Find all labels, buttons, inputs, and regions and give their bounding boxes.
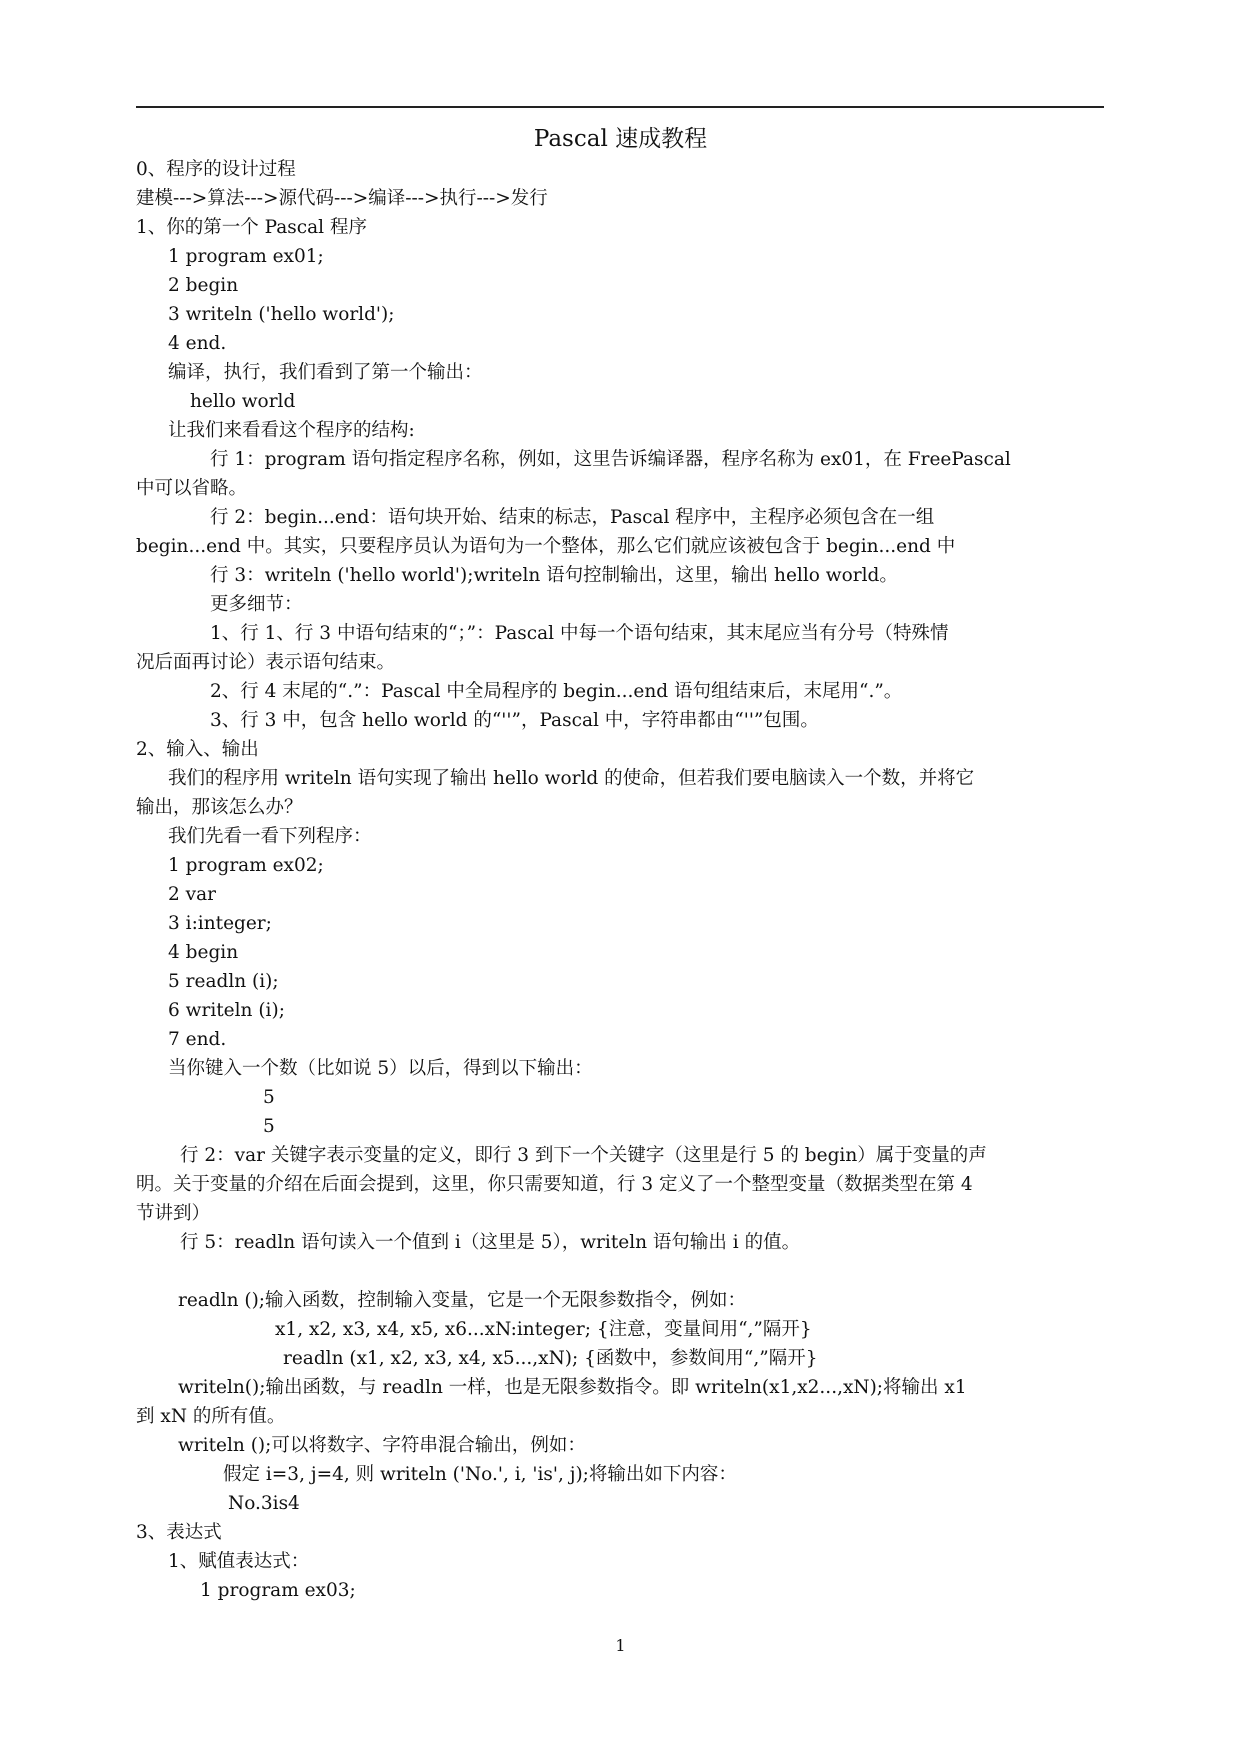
text-line: 行 2：var 关键字表示变量的定义，即行 3 到下一个关键字（这里是行 5 的 begin）属于变量的声 [180, 1145, 987, 1166]
code-line: x1, x2, x3, x4, x5, x6...xN:integer; {注意，变量间用“,”隔开} [275, 1319, 812, 1340]
text-line: 输出，那该怎么办？ [136, 797, 303, 818]
text-line: 到 xN 的所有值。 [136, 1406, 286, 1427]
text-line: 编译，执行，我们看到了第一个输出： [168, 362, 483, 383]
code-line: 6 writeln (i); [168, 1000, 285, 1021]
code-line: 假定 i=3, j=4, 则 writeln ('No.', i, 'is', j);将输出如下内容： [223, 1464, 737, 1485]
code-line: 4 begin [168, 942, 239, 963]
code-line: 5 readln (i); [168, 971, 279, 992]
code-line: 3 i:integer; [168, 913, 272, 934]
code-line: readln (x1, x2, x3, x4, x5...,xN); {函数中，参数间用“,”隔开} [283, 1348, 818, 1369]
code-line: 2 begin [168, 275, 239, 296]
section-heading: 0、程序的设计过程 [136, 159, 296, 180]
text-line: 让我们来看看这个程序的结构: [168, 420, 415, 441]
text-line: 中可以省略。 [136, 478, 248, 499]
section-heading: 2、输入、输出 [136, 739, 259, 760]
text-line: 当你键入一个数（比如说 5）以后，得到以下输出： [168, 1058, 593, 1079]
text-line: readln ();输入函数，控制输入变量，它是一个无限参数指令，例如： [178, 1290, 747, 1311]
text-line: 行 1：program 语句指定程序名称，例如，这里告诉编译器，程序名称为 ex01，在 FreePascal [210, 449, 1011, 470]
text-line: 行 5：readln 语句读入一个值到 i（这里是 5），writeln 语句输出 i 的值。 [180, 1232, 801, 1253]
section-heading: 3、表达式 [136, 1522, 222, 1543]
page-number: 1 [615, 1636, 626, 1655]
text-line: 行 2：begin...end：语句块开始、结束的标志，Pascal 程序中，主程序必须包含在一组 [210, 507, 935, 528]
code-line: 4 end. [168, 333, 227, 354]
text-line: 我们先看一看下列程序： [168, 826, 372, 847]
page-title: Pascal 速成教程 [533, 126, 708, 152]
code-line: 2 var [168, 884, 216, 905]
code-output: 5 [263, 1116, 275, 1137]
header-rule [136, 106, 1104, 108]
text-line: 节讲到） [136, 1203, 211, 1224]
code-line: 7 end. [168, 1029, 227, 1050]
text-line: 行 3：writeln ('hello world');writeln 语句控制输出，这里，输出 hello world。 [210, 565, 898, 586]
section-heading: 1、你的第一个 Pascal 程序 [136, 217, 367, 238]
code-output: No.3is4 [228, 1493, 300, 1514]
code-line: 3 writeln ('hello world'); [168, 304, 395, 325]
text-line: 明。关于变量的介绍在后面会提到，这里，你只需要知道，行 3 定义了一个整型变量（数据类型在第 4 [136, 1174, 973, 1195]
text-line: begin...end 中。其实，只要程序员认为语句为一个整体，那么它们就应该被包含于 begin...end 中 [136, 536, 956, 557]
text-line: 况后面再讨论）表示语句结束。 [136, 652, 396, 673]
code-output: 5 [263, 1087, 275, 1108]
code-line: 1 program ex02; [168, 855, 324, 876]
text-line: 1、行 1、行 3 中语句结束的“；”：Pascal 中每一个语句结束，其末尾应当有分号（特殊情 [210, 623, 949, 644]
text-line: 1、赋值表达式： [168, 1551, 310, 1572]
text-line: 更多细节： [210, 594, 303, 615]
code-line: 1 program ex03; [200, 1580, 356, 1601]
text-line: writeln ();可以将数字、字符串混合输出，例如： [178, 1435, 586, 1456]
code-line: 1 program ex01; [168, 246, 324, 267]
code-output: hello world [190, 391, 296, 412]
text-line: 3、行 3 中，包含 hello world 的“''”，Pascal 中，字符串都由“''”包围。 [210, 710, 819, 731]
text-line: writeln();输出函数，与 readln 一样，也是无限参数指令。即 writeln(x1,x2...,xN);将输出 x1 [178, 1377, 967, 1398]
text-line: 建模--->算法--->源代码--->编译--->执行--->发行 [136, 188, 548, 209]
text-line: 2、行 4 末尾的“.”：Pascal 中全局程序的 begin...end 语句组结束后，末尾用“.”。 [210, 681, 903, 702]
text-line: 我们的程序用 writeln 语句实现了输出 hello world 的使命，但若我们要电脑读入一个数，并将它 [168, 768, 975, 789]
